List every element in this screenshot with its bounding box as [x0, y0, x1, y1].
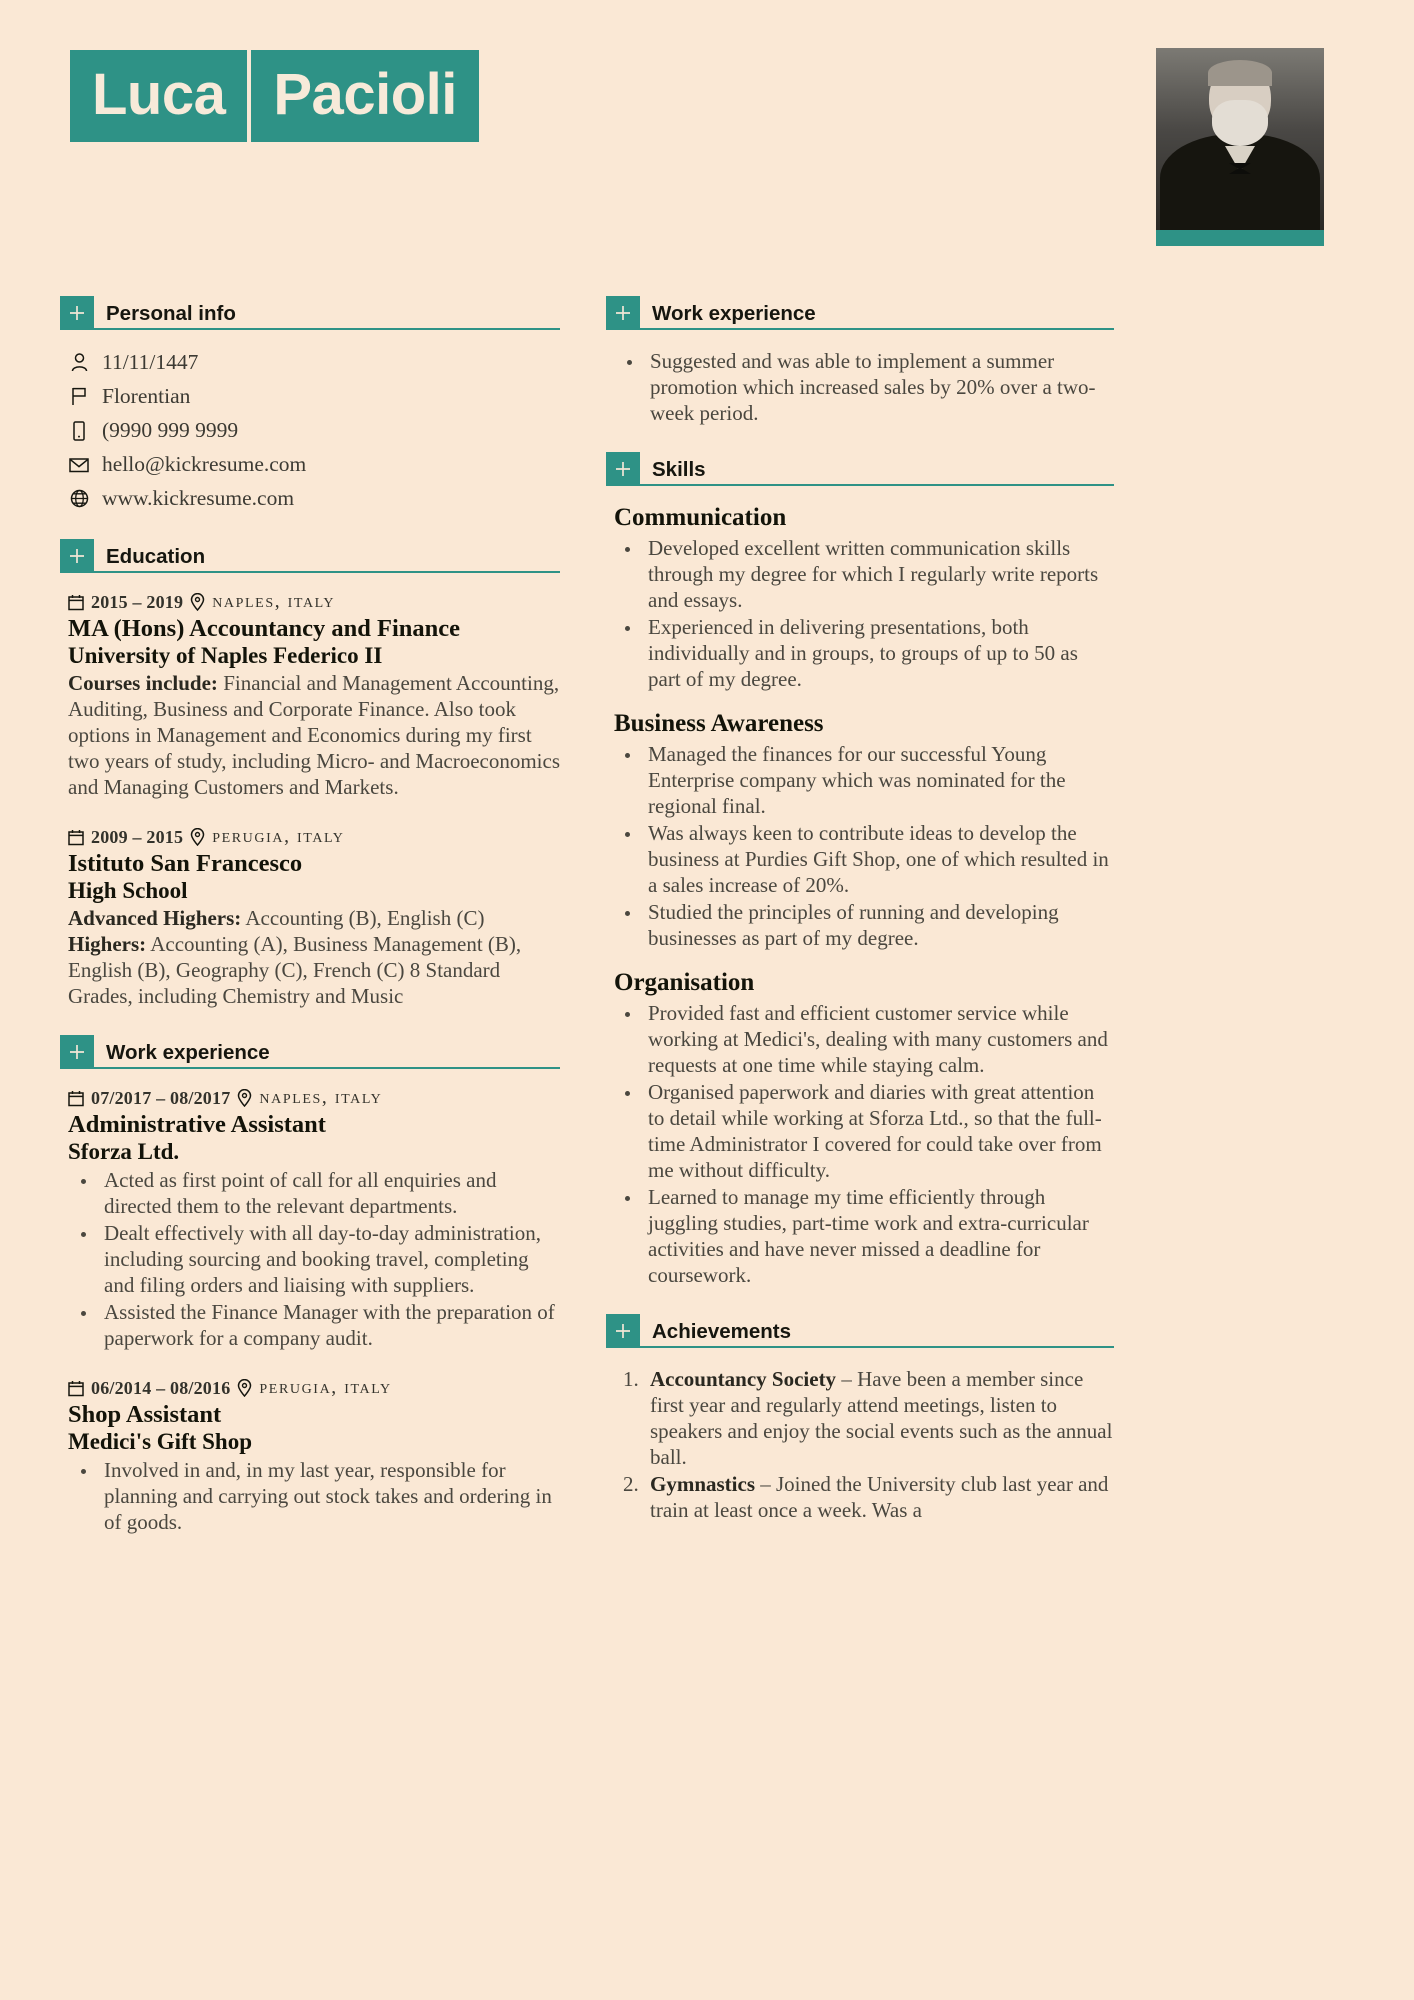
section-title-underline — [640, 452, 1114, 486]
contact-row-email — [68, 450, 560, 479]
entry-title: Shop Assistant — [68, 1401, 222, 1429]
section-title-text: Work experience — [106, 1041, 270, 1065]
entry-date: 07/2017 – 08/2017 — [91, 1087, 231, 1108]
list-item: • Was always keen to contribute ideas to develop the business at Purdies Gift Shop, one of which resulted in a sales increase of 20%. — [642, 820, 1114, 898]
entry-bullet-list — [68, 1167, 560, 1351]
entry-description — [68, 670, 560, 800]
portrait-photo — [1156, 48, 1324, 230]
entry-location: naples, italy — [212, 591, 336, 613]
entry-date: 2015 – 2019 — [91, 591, 184, 612]
work-entry — [60, 1377, 560, 1535]
list-item — [644, 1366, 1114, 1470]
phone-icon — [68, 421, 90, 441]
list-item: • Managed the finances for our successful Young Enterprise company which was nominated for the regional final. — [642, 741, 1114, 819]
entry-description-text: Financial and Management Accounting, Auditing, Business and Corporate Finance. Also took options in Management and Economics during my first two years of study, including Micro- and Macroeconomics and Managing Customers and Markets. — [68, 670, 561, 800]
contact-row-website — [68, 484, 560, 513]
work-entry-continued — [606, 348, 1114, 426]
section-header-personal-info — [60, 296, 560, 330]
contact-row-birthdate — [68, 348, 560, 377]
achievements-entry — [606, 1366, 1114, 1523]
plus-icon — [60, 296, 94, 330]
list-item: • Learned to manage my time efficiently through juggling studies, part-time work and extra-curricular activities and have never missed a deadline for coursework. — [642, 1184, 1114, 1288]
photo-beard — [1212, 100, 1268, 146]
section-title-underline — [640, 1314, 1114, 1348]
entry-title: Istituto San Francesco — [68, 850, 303, 878]
location-pin-icon — [237, 1089, 252, 1107]
section-title-text: Achievements — [652, 1320, 792, 1344]
contact-value-email: hello@kickresume.com — [102, 452, 307, 477]
entry-description-text: Accounting (B), English (C) — [241, 905, 485, 930]
entry-location: perugia, italy — [259, 1377, 392, 1399]
list-item: • Assisted the Finance Manager with the preparation of paperwork for a company audit. — [98, 1299, 560, 1351]
list-item: • Studied the principles of running and developing businesses as part of my degree. — [642, 899, 1114, 951]
list-item: • Developed excellent written communication skills through my degree for which I regularly write reports and essays. — [642, 535, 1114, 613]
location-pin-icon — [237, 1379, 252, 1397]
entry-subtitle: University of Naples Federico II — [68, 642, 383, 668]
candidate-name — [70, 50, 479, 155]
entry-description — [68, 905, 560, 931]
section-title-text: Education — [106, 545, 206, 569]
section-header-education — [60, 539, 560, 573]
entry-subtitle: Sforza Ltd. — [68, 1138, 180, 1164]
section-header-skills — [606, 452, 1114, 486]
list-item: • Dealt effectively with all day-to-day administration, including sourcing and booking travel, completing and filing orders and liaising with suppliers. — [98, 1220, 560, 1298]
plus-icon — [60, 539, 94, 573]
contact-value-nationality: Florentian — [102, 384, 191, 409]
entry-bullet-list — [68, 1457, 560, 1535]
list-item: • Organised paperwork and diaries with great attention to detail while working at Sforza Ltd., so that the full-time Administrator I covered for could take over from me without difficulty. — [642, 1079, 1114, 1183]
skill-group-communication — [606, 504, 1114, 692]
plus-icon — [60, 1035, 94, 1069]
skill-bullet-list — [614, 741, 1114, 951]
entry-location: perugia, italy — [212, 826, 345, 848]
envelope-icon — [68, 457, 90, 473]
list-item: • Acted as first point of call for all enquiries and directed them to the relevant departments. — [98, 1167, 560, 1219]
work-entry — [60, 1087, 560, 1351]
photo-hair — [1208, 60, 1272, 86]
section-header-work-experience — [60, 1035, 560, 1069]
entry-bullet-list — [614, 348, 1114, 426]
education-entry — [60, 591, 560, 800]
entry-meta — [68, 1087, 560, 1109]
calendar-icon — [68, 1380, 84, 1397]
entry-date: 2009 – 2015 — [91, 826, 184, 847]
contact-list — [60, 348, 560, 513]
plus-icon — [606, 452, 640, 486]
resume-header — [60, 40, 1354, 280]
last-name: Pacioli — [251, 50, 478, 142]
right-column — [606, 296, 1114, 1536]
entry-meta — [68, 826, 560, 848]
skill-bullet-list — [614, 1000, 1114, 1288]
skill-group-organisation — [606, 969, 1114, 1288]
entry-subtitle: High School — [68, 877, 188, 903]
entry-title: Administrative Assistant — [68, 1111, 326, 1139]
calendar-icon — [68, 829, 84, 846]
entry-subtitle: Medici's Gift Shop — [68, 1428, 253, 1454]
contact-value-website: www.kickresume.com — [102, 486, 295, 511]
avatar — [1156, 48, 1324, 246]
entry-description-label: Advanced Highers: — [68, 905, 242, 930]
flag-icon — [68, 387, 90, 406]
entry-description-label-2: Highers: — [68, 932, 147, 957]
contact-row-phone — [68, 416, 560, 445]
calendar-icon — [68, 594, 84, 611]
location-pin-icon — [190, 593, 205, 611]
contact-value-phone: (9990 999 9999 — [102, 418, 239, 443]
achievement-label: Accountancy Society — [650, 1367, 837, 1392]
entry-description-secondary — [68, 931, 560, 1009]
achievement-text: – Joined the University club last year and train at least once a week. Was a — [650, 1472, 1109, 1523]
globe-icon — [68, 489, 90, 508]
entry-location: naples, italy — [259, 1087, 383, 1109]
section-header-achievements — [606, 1314, 1114, 1348]
calendar-icon — [68, 1090, 84, 1107]
resume-columns — [60, 296, 1354, 1536]
entry-description-text-2: Accounting (A), Business Management (B), English (B), Geography (C), French (C) 8 Standard Grades, including Chemistry and Music — [68, 932, 522, 1009]
section-title-underline — [640, 296, 1114, 330]
education-entry — [60, 826, 560, 1009]
section-title-underline — [94, 296, 560, 330]
skill-group-name: Organisation — [614, 969, 755, 997]
section-title-text: Work experience — [652, 302, 816, 325]
first-name: Luca — [70, 50, 247, 142]
section-title-text: Personal info — [106, 302, 236, 325]
person-icon — [68, 353, 90, 372]
section-title-underline — [94, 1035, 560, 1069]
entry-title: MA (Hons) Accountancy and Finance — [68, 615, 461, 643]
list-item: • Involved in and, in my last year, responsible for planning and carrying out stock takes and ordering in of goods. — [98, 1457, 560, 1535]
skill-bullet-list — [614, 535, 1114, 692]
left-column — [60, 296, 560, 1536]
location-pin-icon — [190, 828, 205, 846]
photo-accent-bar — [1156, 230, 1324, 246]
entry-description-label: Courses include: — [68, 670, 218, 695]
section-title-underline — [94, 539, 560, 573]
skill-group-name: Business Awareness — [614, 710, 824, 738]
plus-icon — [606, 1314, 640, 1348]
list-item: • Suggested and was able to implement a summer promotion which increased sales by 20% over a two-week period. — [644, 348, 1114, 426]
achievement-text: – Have been a member since first year and regularly attend meetings, listen to speakers and enjoy the social events such as the annual ball. — [650, 1367, 1113, 1470]
list-item: • Experienced in delivering presentations, both individually and in groups, to groups of up to 50 as part of my degree. — [642, 614, 1114, 692]
contact-row-nationality — [68, 382, 560, 411]
entry-date: 06/2014 – 08/2016 — [91, 1377, 231, 1398]
entry-meta — [68, 591, 560, 613]
list-item: • Provided fast and efficient customer service while working at Medici's, dealing with many customers and requests at one time while staying calm. — [642, 1000, 1114, 1078]
achievement-label: Gymnastics — [650, 1472, 755, 1497]
achievement-list — [614, 1366, 1114, 1523]
section-title-text: Skills — [652, 458, 706, 482]
section-header-work-experience-continued — [606, 296, 1114, 330]
skill-group-name: Communication — [614, 504, 787, 532]
entry-meta — [68, 1377, 560, 1399]
skill-group-business-awareness — [606, 710, 1114, 951]
plus-icon — [606, 296, 640, 330]
contact-value-birthdate: 11/11/1447 — [102, 350, 199, 374]
list-item — [644, 1471, 1114, 1523]
